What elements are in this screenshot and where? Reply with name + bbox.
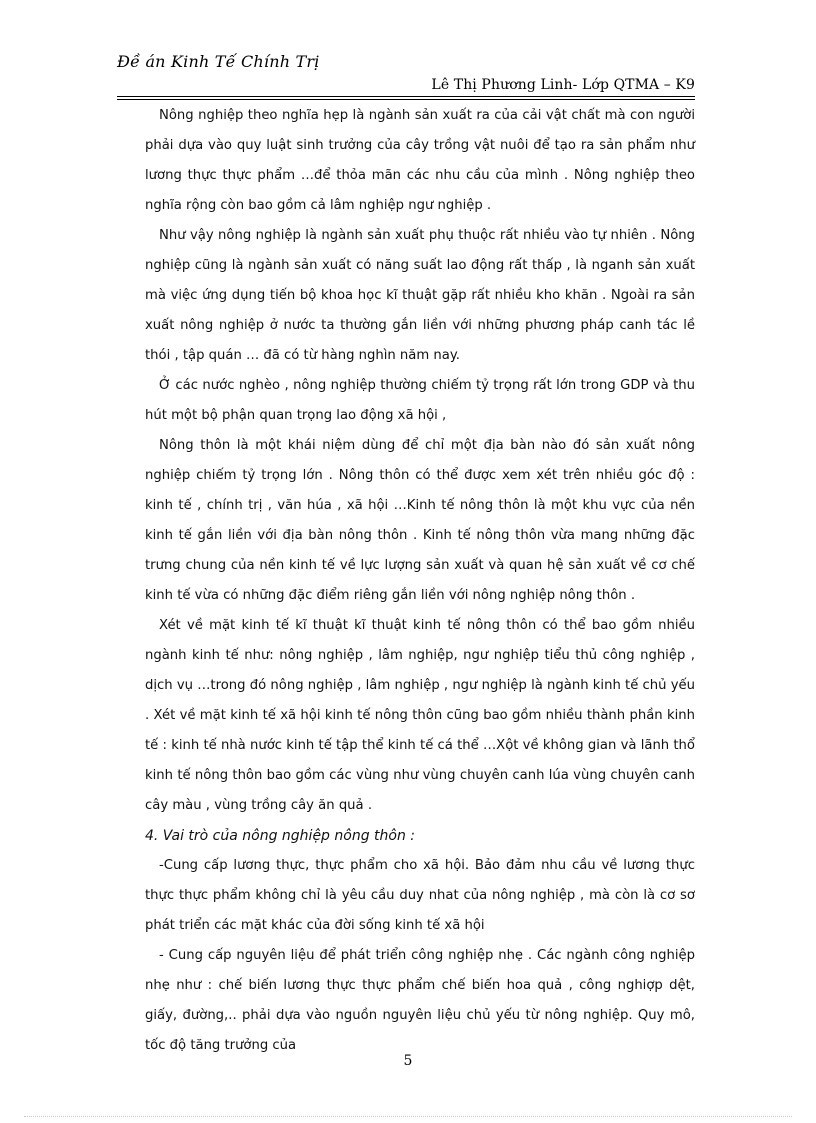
body-text: [145, 101, 695, 1061]
paragraph: - Cung cấp nguyên liệu để phát triển công nghiệp nhẹ . Các ngành công nghiệp nhẹ như : chế biến lương thực thực phẩm chế biến hoa quả , công nghiợp dệt, giấy, đường,.. phải dựa vào nguồn nguyên liệu chủ yếu từ nông nghiệp. Quy mô, tốc độ tăng trưởng của: [145, 948, 695, 1053]
page-number: 5: [403, 1053, 413, 1069]
paragraph: -Cung cấp lương thực, thực phẩm cho xã hội. Bảo đảm nhu cầu về lương thực thực thực phẩm không chỉ là yêu cầu duy nhat của nông nghiệp , mà còn là cơ sơ phát triển các mặt khác của đời sống kinh tế xã hội: [145, 858, 695, 933]
paragraph: Nông nghiệp theo nghĩa hẹp là ngành sản xuất ra của cải vật chất mà con người phải dựa vào quy luật sinh trưởng của cây trồng vật nuôi để tạo ra sản phẩm như lương thực thực phẩm …để thỏa mãn các nhu cầu của mình . Nông nghiệp theo nghĩa rộng còn bao gồm cả lâm nghiệp ngư nghiệp .: [145, 108, 695, 213]
section-heading: 4. Vai trò của nông nghiệp nông thôn :: [145, 828, 416, 844]
header-title: Đề án Kinh Tế Chính Trị: [117, 52, 320, 71]
paragraph: Nông thôn là một khái niệm dùng để chỉ một địa bàn nào đó sản xuất nông nghiệp chiếm tỷ trọng lớn . Nông thôn có thể được xem xét trên nhiều góc độ : kinh tế , chính trị , văn húa , xã hội …Kinh tế nông thôn là một khu vực của nền kinh tế gắn liền với địa bàn nông thôn . Kinh tế nông thôn vừa mang những đặc trưng chung của nền kinh tế về lực lượng sản xuất và quan hệ sản xuất về cơ chế kinh tế vừa có những đặc điểm riêng gắn liền với nông nghiệp nông thôn .: [145, 438, 695, 603]
page-edge-line: [24, 1116, 792, 1117]
paragraph: Như vậy nông nghiệp là ngành sản xuất phụ thuộc rất nhiều vào tự nhiên . Nông nghiệp cũng là ngành sản xuất có năng suất lao động rất thấp , là nganh sản xuất mà việc ứng dụng tiến bộ khoa học kĩ thuật gặp rất nhiều kho khăn . Ngoài ra sản xuất nông nghiệp ở nước ta thường gắn liền với những phương pháp canh tác lề thói , tập quán … đã có từ hàng nghìn năm nay.: [145, 228, 695, 363]
paragraph: Xét về mặt kinh tế kĩ thuật kĩ thuật kinh tế nông thôn có thể bao gồm nhiều ngành kinh tế như: nông nghiệp , lâm nghiệp, ngư nghiệp tiểu thủ công nghiệp , dịch vụ …trong đó nông nghiệp , lâm nghiệp , ngư nghiệp là ngành kinh tế chủ yếu . Xét về mặt kinh tế xã hội kinh tế nông thôn cũng bao gồm nhiều thành phần kinh tế : kinh tế nhà nước kinh tế tập thể kinh tế cá thể …Xột về không gian và lãnh thổ kinh tế nông thôn bao gồm các vùng như vùng chuyên canh lúa vùng chuyên canh cây màu , vùng trồng cây ăn quả .: [145, 618, 695, 813]
paragraph: Ở các nước nghèo , nông nghiệp thường chiếm tỷ trọng rất lớn trong GDP và thu hút một bộ phận quan trọng lao động xã hội ,: [145, 378, 695, 423]
header-rule-top: [117, 96, 695, 97]
header-author: Lê Thị Phương Linh- Lớp QTMA – K9: [431, 77, 695, 93]
header-rule-bottom: [117, 99, 695, 100]
